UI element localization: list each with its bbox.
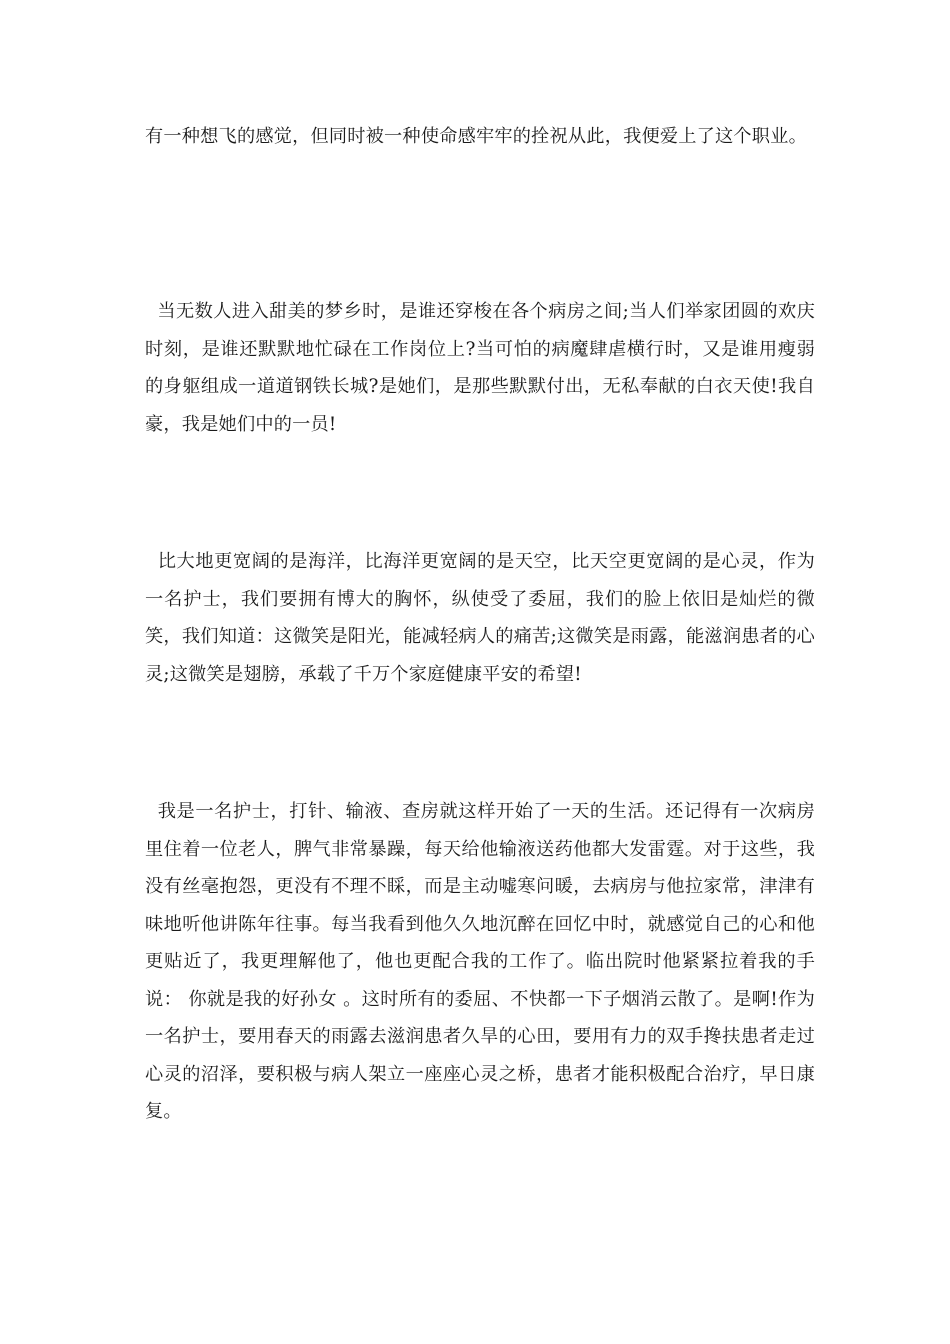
- paragraph-3: 比大地更宽阔的是海洋，比海洋更宽阔的是天空，比天空更宽阔的是心灵，作为一名护士，我们要拥有博大的胸怀，纵使受了委屈，我们的脸上依旧是灿烂的微笑，我们知道：这微笑是阳光，能减轻病人的痛苦;这微笑是雨露，能滋润患者的心灵;这微笑是翅膀，承载了千万个家庭健康平安的希望!: [145, 551, 815, 685]
- paragraph-2: 当无数人进入甜美的梦乡时，是谁还穿梭在各个病房之间;当人们举家团圆的欢庆时刻，是谁还默默地忙碌在工作岗位上?当可怕的病魔肆虐横行时，又是谁用瘦弱的身躯组成一道道钢铁长城?是她们，是那些默默付出，无私奉献的白衣天使!我自豪，我是她们中的一员!: [145, 301, 815, 435]
- paragraph-1: 有一种想飞的感觉，但同时被一种使命感牢牢的拴祝从此，我便爱上了这个职业。: [145, 126, 807, 147]
- paragraph-4: 我是一名护士，打针、输液、查房就这样开始了一天的生活。还记得有一次病房里住着一位老人，脾气非常暴躁，每天给他输液送药他都大发雷霆。对于这些，我没有丝毫抱怨，更没有不理不睬，而是主动嘘寒问暖，去病房与他拉家常，津津有味地听他讲陈年往事。每当我看到他久久地沉醉在回忆中时，就感觉自己的心和他更贴近了，我更理解他了，他也更配合我的工作了。临出院时他紧紧拉着我的手说： 你就是我的好孙女 。这时所有的委屈、不快都一下子烟消云散了。是啊!作为一名护士，要用春天的雨露去滋润患者久旱的心田，要用有力的双手搀扶患者走过心灵的沼泽，要积极与病人架立一座座心灵之桥，患者才能积极配合治疗，早日康复。: [145, 801, 815, 1122]
